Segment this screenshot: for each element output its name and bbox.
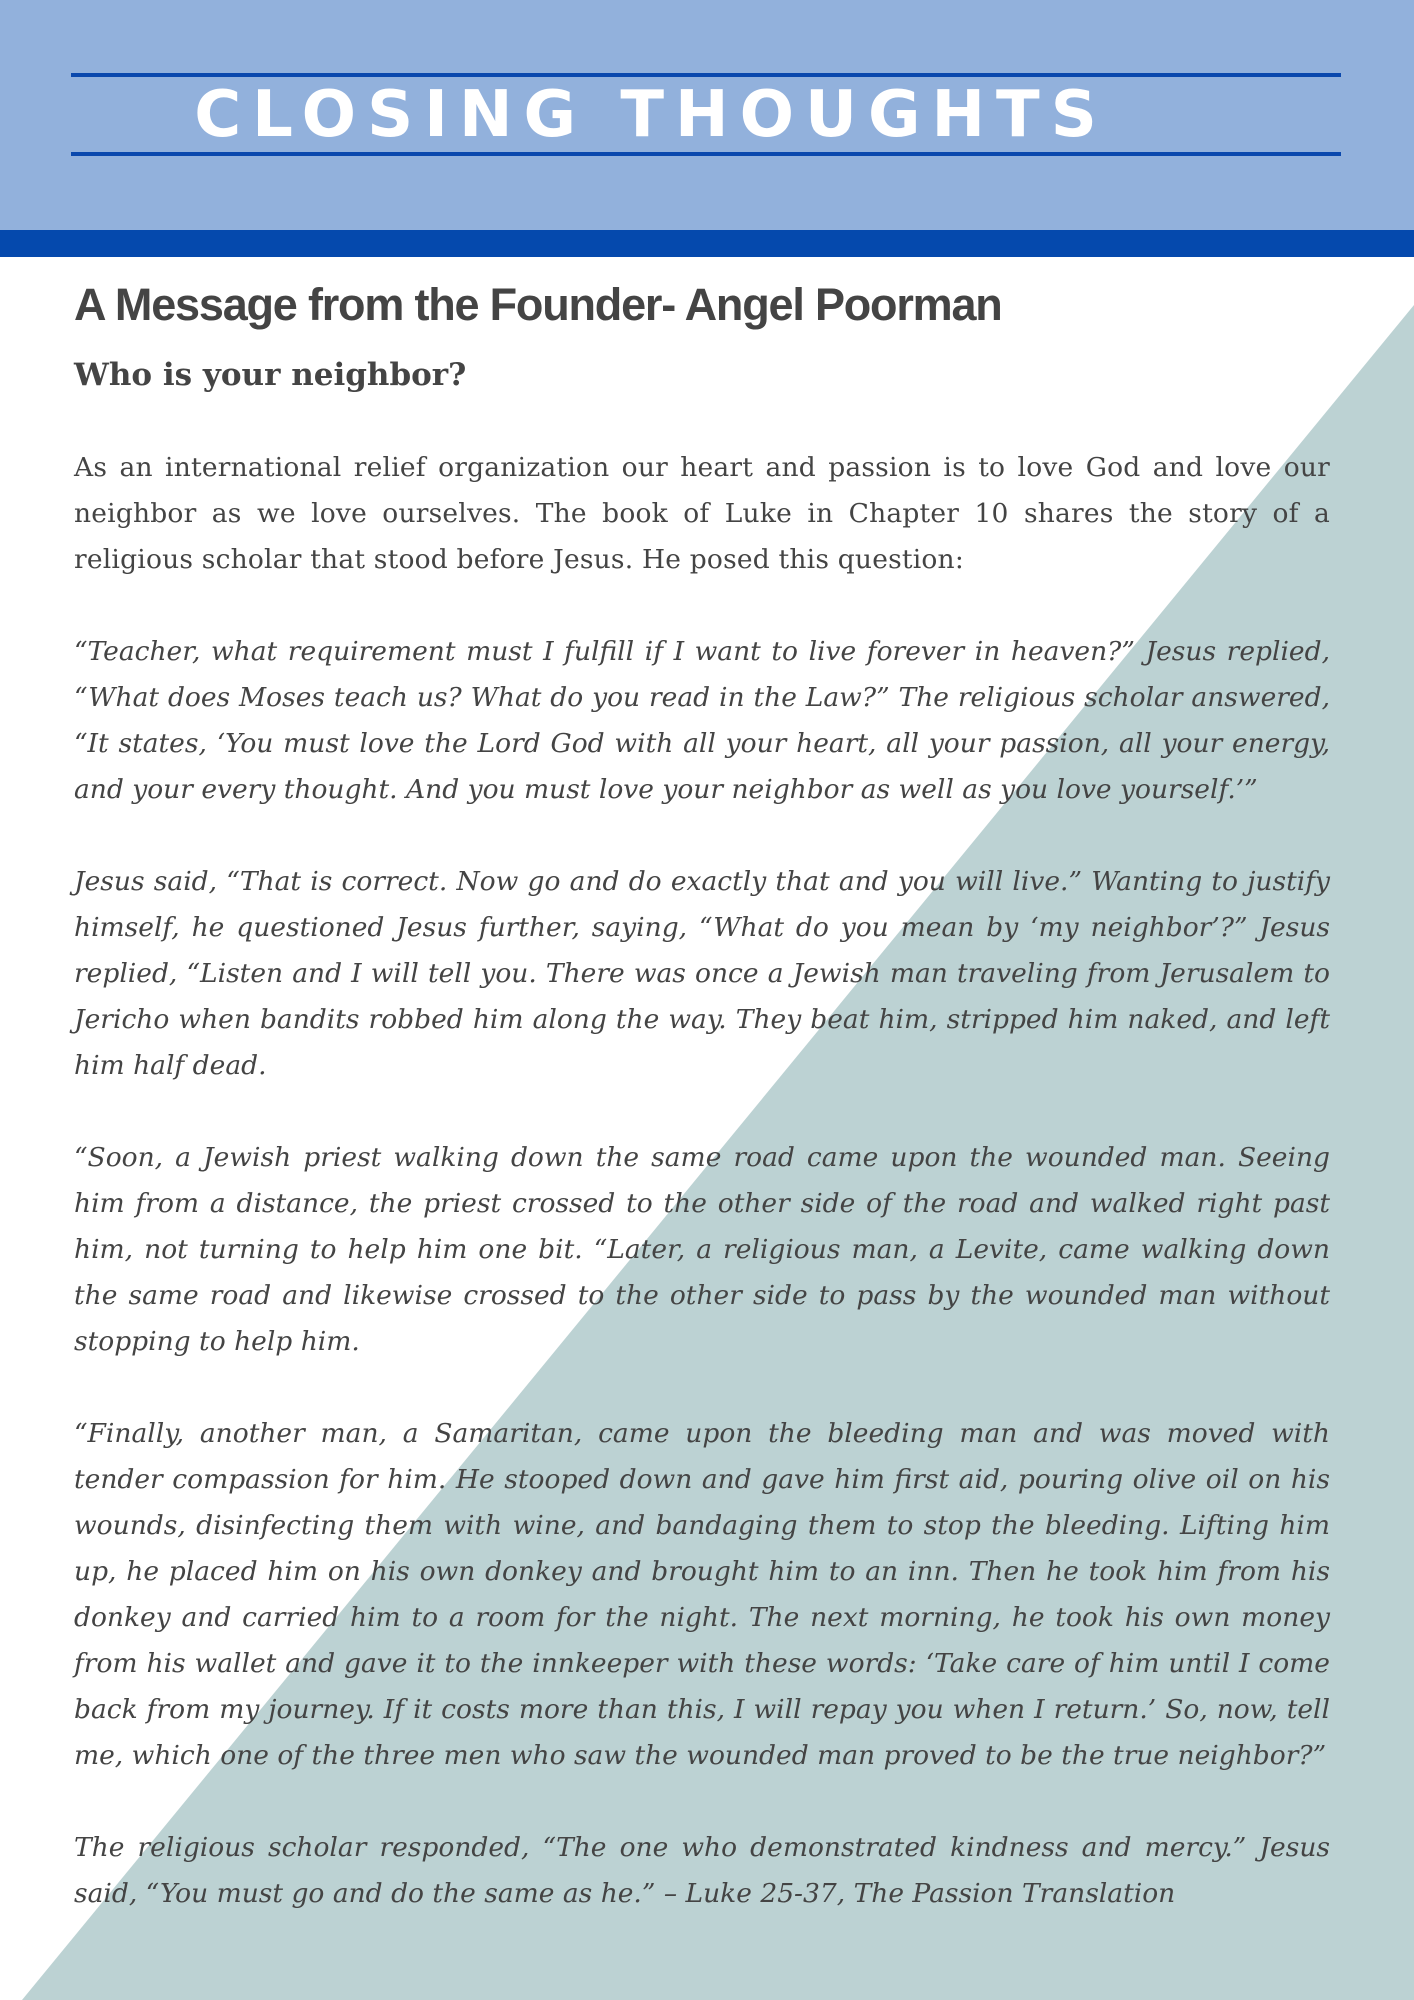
article (74, 275, 1330, 1917)
header-accent-bar (0, 230, 1414, 257)
quote-paragraph: “Teacher, what requirement must I fulfill if I want to live forever in heaven?” Jesus replied, “What does Moses teach us? What do you read in the Law?” The religious scholar answered, “It states, ‘You must love the Lord God with all your heart, all your passion, all your energy, and your every thought. And you must love your neighbor as well as you love yourself.’” (74, 636, 1330, 805)
quote-paragraph: “Finally, another man, a Samaritan, came upon the bleeding man and was moved with tender compassion for him. He stooped down and gave him first aid, pouring olive oil on his wounds, disinfecting them with wine, and bandaging them to stop the bleeding. Lifting him up, he placed him on his own donkey and brought him to an inn. Then he took him from his donkey and carried him to a room for the night. The next morning, he took his own money from his wallet and gave it to the innkeeper with these words: ‘Take care of him until I come back from my journey. If it costs more than this, I will repay you when I return.’ So, now, tell me, which one of the three men who saw the wounded man proved to be the true neighbor?” (74, 1418, 1330, 1771)
article-subheading: Who is your neighbor? (74, 357, 467, 393)
header-rule-top (71, 73, 1341, 77)
header-rule-bottom (71, 152, 1341, 156)
page-title: CLOSING THOUGHTS (194, 78, 1108, 152)
quote-paragraph: Jesus said, “That is correct. Now go and do exactly that and you will live.” Wanting to justify himself, he questioned Jesus further, saying, “What do you mean by ‘my neighbor’?” Jesus replied, “Listen and I will tell you. There was once a Jewish man traveling from Jerusalem to Jericho when bandits robbed him along the way. They beat him, stripped him naked, and left him half dead. (74, 866, 1330, 1081)
quote-paragraph: “Soon, a Jewish priest walking down the same road came upon the wounded man. Seeing him from a distance, the priest crossed to the other side of the road and walked right past him, not turning to help him one bit. “Later, a religious man, a Levite, came walking down the same road and likewise crossed to the other side to pass by the wounded man without stopping to help him. (74, 1142, 1330, 1357)
article-heading: A Message from the Founder- Angel Poorman (74, 279, 1002, 330)
quote-paragraph: The religious scholar responded, “The one who demonstrated kindness and mercy.” Jesus said, “You must go and do the same as he.” – Luke 25-37, The Passion Translation (74, 1832, 1330, 1909)
intro-paragraph: As an international relief organization our heart and passion is to love God and love our neighbor as we love ourselves. The book of Luke in Chapter 10 shares the story of a religious scholar that stood before Jesus. He posed this question: (74, 452, 1330, 575)
header-banner (0, 0, 1414, 230)
